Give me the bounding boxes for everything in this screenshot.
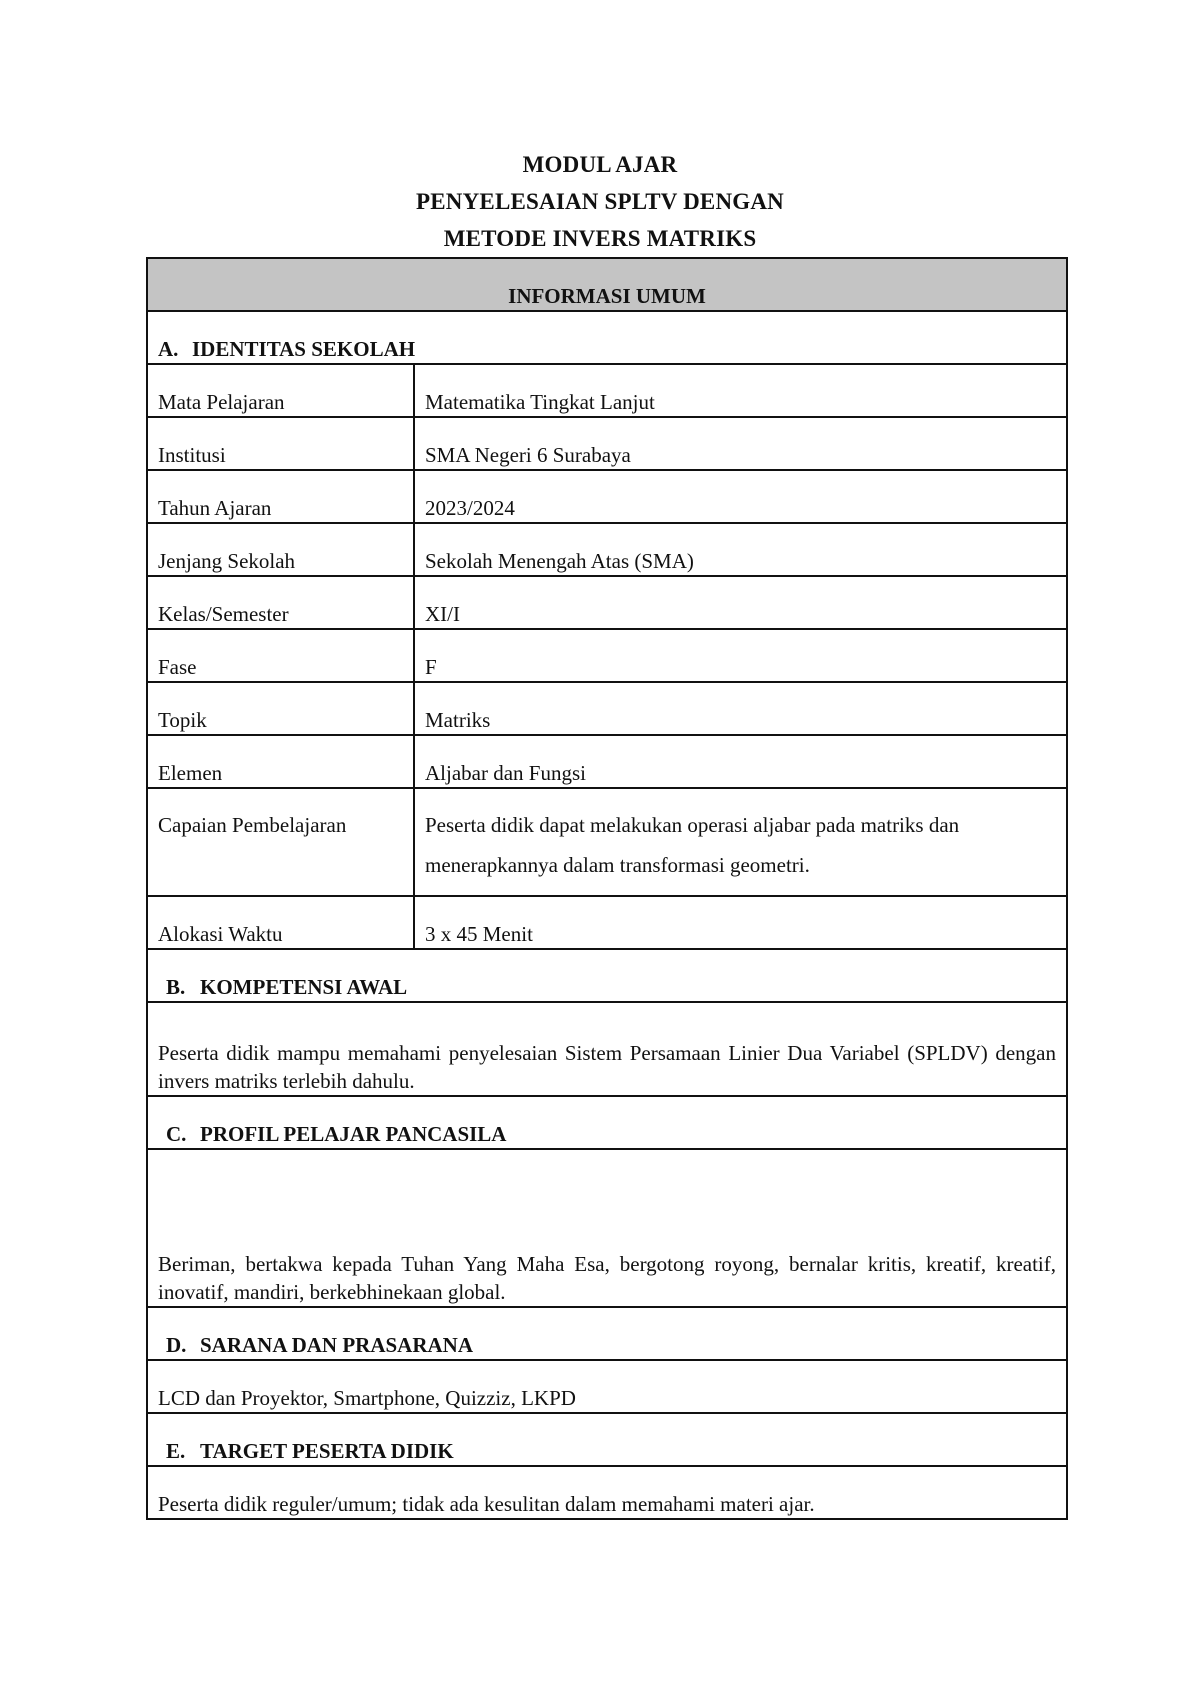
- row-label: Tahun Ajaran: [147, 470, 414, 523]
- row-value: 2023/2024: [414, 470, 1067, 523]
- title-line-3: METODE INVERS MATRIKS: [443, 226, 757, 251]
- table-row: [147, 629, 1067, 682]
- section-letter: A.: [158, 337, 179, 361]
- section-target-heading: [147, 1413, 1067, 1466]
- table-row: [147, 896, 1067, 949]
- table-row: [147, 576, 1067, 629]
- section-profil-body-row: [147, 1149, 1067, 1307]
- row-value: Matriks: [414, 682, 1067, 735]
- section-letter: C.: [166, 1122, 187, 1146]
- section-letter: D.: [166, 1333, 187, 1357]
- row-label: Jenjang Sekolah: [147, 523, 414, 576]
- target-text: Peserta didik reguler/umum; tidak ada kesulitan dalam memahami materi ajar.: [147, 1466, 1067, 1519]
- row-value: 3 x 45 Menit: [414, 896, 1067, 949]
- section-profil-row: [147, 1096, 1067, 1149]
- table-header-row: [147, 258, 1067, 311]
- row-label: Alokasi Waktu: [147, 896, 414, 949]
- sarana-text: LCD dan Proyektor, Smartphone, Quizziz, LKPD: [147, 1360, 1067, 1413]
- section-target-row: [147, 1413, 1067, 1466]
- table-row: [147, 735, 1067, 788]
- section-identitas-heading: [147, 311, 1067, 364]
- kompetensi-text: Peserta didik mampu memahami penyelesaian Sistem Persamaan Linier Dua Variabel (SPLDV) dengan invers matriks terlebih dahulu.: [147, 1002, 1067, 1096]
- section-title: TARGET PESERTA DIDIK: [200, 1439, 454, 1463]
- informasi-umum-table: [146, 257, 1068, 1520]
- row-value: Aljabar dan Fungsi: [414, 735, 1067, 788]
- row-label: Fase: [147, 629, 414, 682]
- table-row: [147, 417, 1067, 470]
- row-label: Kelas/Semester: [147, 576, 414, 629]
- table-row: [147, 788, 1067, 896]
- table-row: [147, 364, 1067, 417]
- section-title: IDENTITAS SEKOLAH: [192, 337, 416, 361]
- section-target-body-row: [147, 1466, 1067, 1519]
- section-title: KOMPETENSI AWAL: [200, 975, 408, 999]
- row-label: Elemen: [147, 735, 414, 788]
- section-kompetensi-body-row: [147, 1002, 1067, 1096]
- section-sarana-heading: [147, 1307, 1067, 1360]
- section-letter: B.: [166, 975, 186, 999]
- table-row: [147, 470, 1067, 523]
- section-kompetensi-heading: [147, 949, 1067, 1002]
- row-label: Capaian Pembelajaran: [147, 788, 414, 896]
- section-sarana-body-row: [147, 1360, 1067, 1413]
- table-row: [147, 682, 1067, 735]
- section-identitas-row: [147, 311, 1067, 364]
- section-kompetensi-row: [147, 949, 1067, 1002]
- profil-text: Beriman, bertakwa kepada Tuhan Yang Maha Esa, bergotong royong, bernalar kritis, kreatif, kreatif, inovatif, mandiri, berkebhinekaan global.: [147, 1149, 1067, 1307]
- row-value: F: [414, 629, 1067, 682]
- table-row: [147, 523, 1067, 576]
- section-title: SARANA DAN PRASARANA: [200, 1333, 474, 1357]
- document-title: [0, 146, 1200, 257]
- section-sarana-row: [147, 1307, 1067, 1360]
- row-value: XI/I: [414, 576, 1067, 629]
- row-label: Topik: [147, 682, 414, 735]
- row-value: Sekolah Menengah Atas (SMA): [414, 523, 1067, 576]
- title-line-2: PENYELESAIAN SPLTV DENGAN: [416, 189, 784, 214]
- section-letter: E.: [166, 1439, 186, 1463]
- row-value: SMA Negeri 6 Surabaya: [414, 417, 1067, 470]
- section-title: PROFIL PELAJAR PANCASILA: [200, 1122, 507, 1146]
- table-header: INFORMASI UMUM: [147, 258, 1067, 311]
- row-value: Matematika Tingkat Lanjut: [414, 364, 1067, 417]
- row-value: Peserta didik dapat melakukan operasi aljabar pada matriks dan menerapkannya dalam transformasi geometri.: [414, 788, 1067, 896]
- title-line-1: MODUL AJAR: [522, 152, 678, 177]
- row-label: Institusi: [147, 417, 414, 470]
- section-profil-heading: [147, 1096, 1067, 1149]
- row-label: Mata Pelajaran: [147, 364, 414, 417]
